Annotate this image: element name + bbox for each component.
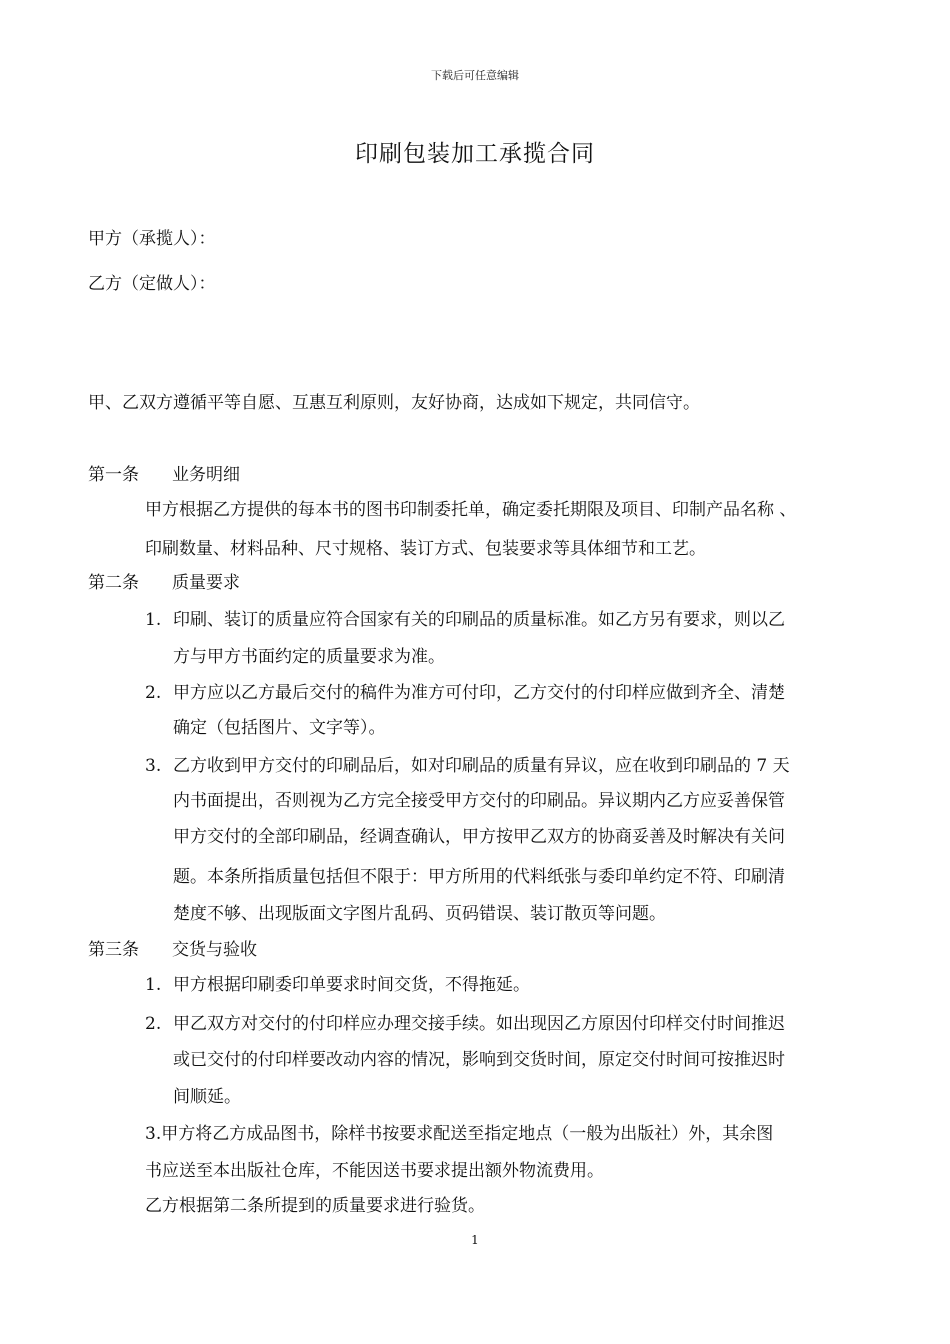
header-note: 下载后可任意编辑 xyxy=(431,69,519,82)
article-3-title: 交货与验收 xyxy=(172,940,257,960)
article-1-number: 第一条 xyxy=(88,465,139,485)
article-2-item-3-line: 内书面提出，否则视为乙方完全接受甲方交付的印刷品。异议期内乙方应妥善保管 xyxy=(173,791,785,811)
article-1-line: 印刷数量、材料品种、尺寸规格、装订方式、包装要求等具体细节和工艺。 xyxy=(145,539,706,559)
intro-paragraph: 甲、乙双方遵循平等自愿、互惠互利原则，友好协商，达成如下规定，共同信守。 xyxy=(88,393,700,413)
article-2-item-3-line: 乙方收到甲方交付的印刷品后，如对印刷品的质量有异议，应在收到印刷品的 7 天 xyxy=(173,756,790,776)
article-3-number: 第三条 xyxy=(88,940,139,960)
article-2-item-2-line: 甲方应以乙方最后交付的稿件为准方可付印，乙方交付的付印样应做到齐全、清楚 xyxy=(173,683,785,703)
article-2-item-1-line: 印刷、装订的质量应符合国家有关的印刷品的质量标准。如乙方另有要求，则以乙 xyxy=(173,610,785,630)
article-2-item-1-line: 方与甲方书面约定的质量要求为准。 xyxy=(173,647,445,667)
article-3-item-1-number: 1. xyxy=(145,975,162,995)
article-3-item-1-line: 甲方根据印刷委印单要求时间交货，不得拖延。 xyxy=(173,975,530,995)
article-3-last-line: 乙方根据第二条所提到的质量要求进行验货。 xyxy=(145,1196,485,1216)
article-3-item-2-line: 或已交付的付印样要改动内容的情况，影响到交货时间，原定交付时间可按推迟时 xyxy=(173,1050,785,1070)
article-2-item-1-number: 1. xyxy=(145,610,162,630)
article-1-title: 业务明细 xyxy=(172,465,240,485)
article-1-heading xyxy=(88,458,240,492)
article-2-number: 第二条 xyxy=(88,573,139,593)
article-2-heading xyxy=(88,566,240,600)
article-2-item-3-line: 甲方交付的全部印刷品，经调查确认，甲方按甲乙双方的协商妥善及时解决有关问 xyxy=(173,827,785,847)
article-3-item-3-line: 书应送至本出版社仓库，不能因送书要求提出额外物流费用。 xyxy=(145,1161,604,1181)
article-3-item-2-line: 间顺延。 xyxy=(173,1087,241,1107)
article-2-item-3-line: 题。本条所指质量包括但不限于：甲方所用的代料纸张与委印单约定不符、印刷清 xyxy=(173,867,785,887)
article-3-heading xyxy=(88,933,257,967)
party-b-line: 乙方（定做人）： xyxy=(88,274,216,294)
contract-title: 印刷包装加工承揽合同 xyxy=(355,141,595,167)
article-1-line: 甲方根据乙方提供的每本书的图书印制委托单，确定委托期限及项目、印制产品名称 、 xyxy=(145,500,797,520)
article-3-item-2-line: 甲乙双方对交付的付印样应办理交接手续。如出现因乙方原因付印样交付时间推迟 xyxy=(173,1014,785,1034)
article-2-title: 质量要求 xyxy=(172,573,240,593)
article-2-item-2-number: 2. xyxy=(145,683,162,703)
article-2-item-2-line: 确定（包括图片、文字等）。 xyxy=(173,718,386,738)
article-2-item-3-number: 3. xyxy=(145,756,162,776)
page-number: 1 xyxy=(471,1233,479,1247)
article-3-item-2-number: 2. xyxy=(145,1014,162,1034)
article-3-item-3-line: 3.甲方将乙方成品图书，除样书按要求配送至指定地点（一般为出版社）外，其余图 xyxy=(145,1124,774,1144)
party-a-line: 甲方（承揽人）： xyxy=(88,229,216,249)
article-2-item-3-line: 楚度不够、出现版面文字图片乱码、页码错误、装订散页等问题。 xyxy=(173,904,666,924)
